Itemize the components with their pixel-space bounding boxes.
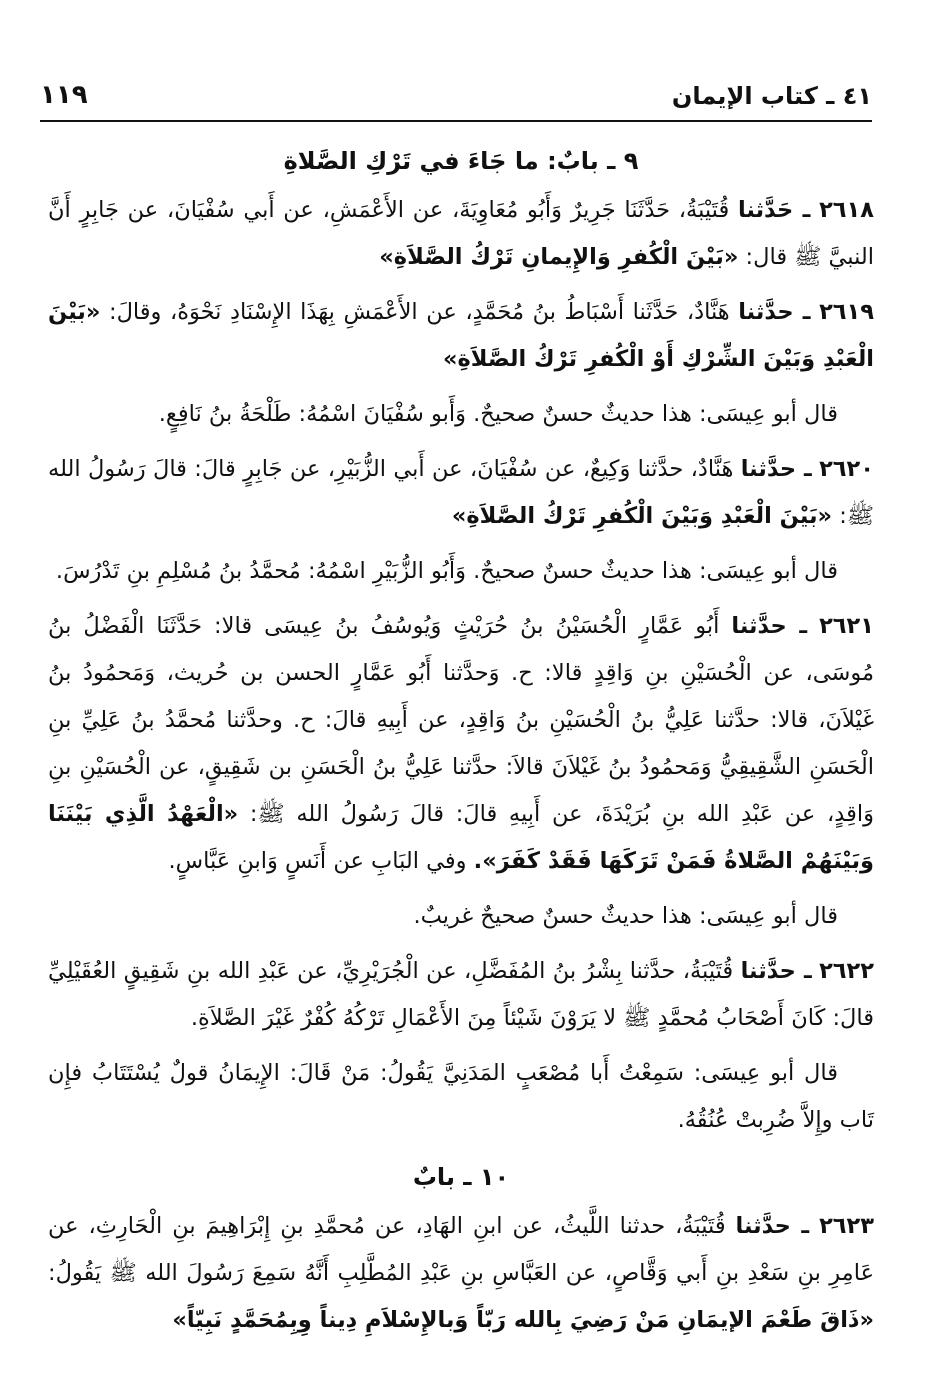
page-header [40,76,872,122]
hadith-number: ٢٦٢١ [819,613,874,639]
section-title: ٩ ـ بابٌ: ما جَاءَ في تَرْكِ الصَّلاةِ [283,147,639,175]
hadith-number: ٢٦١٨ [819,197,875,223]
hadith-quote: «الْعَهْدُ الَّذِي بَيْنَنَا وَبَيْنَهُمْ الصَّلاةُ فَمَنْ تَرَكَهَا فَقَدْ كَفَرَ». [48,801,874,874]
hadith-text: أَبُو عَمَّارٍ الْحُسَيْنُ بنُ حُرَيْثٍ وَيُوسُفُ بنُ عِيسَى قالا: حَدَّثَنَا الْفَضْلُ بنُ مُوسَى، عن الْحُسَيْنِ بنِ وَاقِدٍ قالا: ح. وَحدَّثنا أَبُو عَمَّارٍ الحسن بن حُريث، وَمَحمُودُ بنُ غَيْلاَنَ، قالا: حدَّثنا عَلِيُّ بنُ الْحُسَيْنِ بنُ وَاقِدٍ، عن أَبِيهِ قالَ: ح. وحدَّثنا مُحمَّدُ بنُ عَلِيِّ بنِ الْحَسَنِ الشَّقِيقِيُّ وَمَحمُودُ بنُ غَيْلاَنَ قالاَ: حدَّثنا عَلِيُّ بنُ الْحَسَنِ بن شَقِيقٍ، عن الْحُسَيْنِ بنِ وَاقِدٍ، عن عَبْدِ الله بنِ بُرَيْدَةَ، عن أَبِيهِ قالَ: قالَ رَسُولُ الله ﷺ: [48,613,874,827]
hadith-text: قُتَيْبَةُ، حَدَّثَنَا جَرِيرٌ وَأَبُو مُعَاوِيَةَ، عن الأَعْمَشِ، عن أَبي سُفْيَانَ، عن جَابِرٍ أَنَّ النبيَّ ﷺ قال: [48,197,874,270]
hadith-number: ٢٦١٩ [819,299,874,325]
hadith-paragraph: ٢٦٢٣ ـ حدَّثنا قُتَيْبَةُ، حدثنا اللَّيثُ، عن ابنِ الهَادِ، عن مُحمَّدِ بنِ إِبْرَاهِيمَ بنِ الْحَارِثِ، عن عَامِرِ بنِ سَعْدِ بنِ أَبي وَقَّاصٍ، عن العَبَّاسِ بنِ عَبْدِ المُطَّلِبِ أَنَّهُ سَمِعَ رَسُولَ الله ﷺ يَقُولُ: «ذَاقَ طَعْمَ الإيمَانِ مَنْ رَضِيَ بِالله رَبّاً وَبالإِسْلاَمِ دِيناً وِبِمُحَمَّدٍ نَبِيّاً» [48,1213,875,1333]
hadith-quote: «بَيْنَ الْعَبْدِ وَبَيْنَ الشِّرْكِ أَوْ الْكُفرِ تَرْكُ الصَّلاَةِ» [48,299,874,372]
hadith-lead: حدَّثنا [735,1213,791,1239]
hadith-text: قُتَيْبَةُ، حدَّثنا بِشْرُ بنُ المُفَضَّلِ، عن الْجُرَيْرِيِّ، عن عَبْدِ الله بنِ شَقِيقٍ العُقَيْلِيِّ قالَ: كَانَ أَصْحَابُ مُحمَّدٍ ﷺ لا يَرَوْنَ شَيْئاً مِنَ الأَعْمَالِ تَرْكُهُ كُفْرٌ غَيْرَ الصَّلاَةِ. [48,958,874,1031]
hadith-text: هَنَّادٌ، حَدَّثَنا أَسْبَاطُ بنُ مُحَمَّدٍ، عن الأَعْمَشِ بِهَذَا الإِسْنَادِ نَحْوَهُ، وقالَ: [109,299,730,325]
hadith-number: ٢٦٢٣ [819,1213,875,1239]
hadith-lead: حَدَّثنا [737,197,794,223]
hadith-quote: «بَيْنَ الْكُفرِ وَالإِيمانِ تَرْكُ الصَّلاَةِ» [379,244,739,270]
hadith-number: ٢٦٢٠ [819,456,875,482]
hadith-lead: حدَّثنا [738,299,794,325]
hadith-paragraph: ٢٦١٨ ـ حَدَّثنا قُتَيْبَةُ، حَدَّثَنَا جَرِيرٌ وَأَبُو مُعَاوِيَةَ، عن الأَعْمَشِ، عن أَبي سُفْيَانَ، عن جَابِرٍ أَنَّ النبيَّ ﷺ قال: «بَيْنَ الْكُفرِ وَالإِيمانِ تَرْكُ الصَّلاَةِ» [48,197,875,270]
hadith-quote: «بَيْنَ الْعَبْدِ وَبَيْنَ الْكُفرِ تَرْكُ الصَّلاَةِ» [451,503,833,529]
comment-paragraph: قال أبو عِيسَى: هذا حديثٌ حسنٌ صحيحٌ. وَأَبُو الزُّبَيْرِ اسْمُهُ: مُحمَّدُ بنُ مُسْلِمِ بنِ تَدْرُسَ. [55,558,838,584]
hadith-paragraph: ٢٦٢٠ ـ حدَّثنا هَنَّادٌ، حدَّثنا وَكِيعٌ، عن سُفْيَانَ، عن أَبي الزُّبَيْرِ، عن جَابِرٍ قالَ: قالَ رَسُولُ الله ﷺ: «بَيْنَ الْعَبْدِ وَبَيْنَ الْكُفرِ تَرْكُ الصَّلاَةِ» [48,456,875,529]
hadith-paragraph: ٢٦١٩ ـ حدَّثنا هَنَّادٌ، حَدَّثَنا أَسْبَاطُ بنُ مُحَمَّدٍ، عن الأَعْمَشِ بِهَذَا الإِسْنَادِ نَحْوَهُ، وقالَ: «بَيْنَ الْعَبْدِ وَبَيْنَ الشِّرْكِ أَوْ الْكُفرِ تَرْكُ الصَّلاَةِ» [48,299,874,372]
section-title: ١٠ ـ بابٌ [412,1163,510,1191]
comment-paragraph: قال أبو عِيسَى: هذا حديثٌ حسنٌ صحيحٌ. وَأَبو سُفْيَانَ اسْمُهُ: طَلْحَةُ بنُ نَافِعٍ. [158,401,838,427]
page-content [48,138,874,1352]
page-number: ١١٩ [40,80,88,110]
hadith-text: قُتَيْبَةُ، حدثنا اللَّيثُ، عن ابنِ الهَادِ، عن مُحمَّدِ بنِ إِبْرَاهِيمَ بنِ الْحَارِثِ، عن عَامِرِ بنِ سَعْدِ بنِ أَبي وَقَّاصٍ، عن العَبَّاسِ بنِ عَبْدِ المُطَّلِبِ أَنَّهُ سَمِعَ رَسُولَ الله ﷺ يَقُولُ: [48,1213,874,1286]
hadith-note: وفي البَابِ عن أَنَسٍ وَابنِ عَبَّاسٍ. [168,848,467,874]
hadith-text: هَنَّادٌ، حدَّثنا وَكِيعٌ، عن سُفْيَانَ، عن أَبي الزُّبَيْرِ، عن جَابِرٍ قالَ: قالَ رَسُولُ الله ﷺ: [48,456,874,529]
hadith-quote: «ذَاقَ طَعْمَ الإيمَانِ مَنْ رَضِيَ بِالله رَبّاً وَبالإِسْلاَمِ دِيناً وِبِمُحَمَّدٍ نَبِيّاً» [172,1307,874,1333]
hadith-paragraph: ٢٦٢٢ ـ حدَّثنا قُتَيْبَةُ، حدَّثنا بِشْرُ بنُ المُفَضَّلِ، عن الْجُرَيْرِيِّ، عن عَبْدِ الله بنِ شَقِيقٍ العُقَيْلِيِّ قالَ: كَانَ أَصْحَابُ مُحمَّدٍ ﷺ لا يَرَوْنَ شَيْئاً مِنَ الأَعْمَالِ تَرْكُهُ كُفْرٌ غَيْرَ الصَّلاَةِ. [48,958,874,1031]
hadith-number: ٢٦٢٢ [819,958,874,984]
chapter-title: ٤١ ـ كتاب الإيمان [671,82,872,110]
hadith-lead: حدَّثنا [731,613,787,639]
hadith-paragraph: ٢٦٢١ ـ حدَّثنا أَبُو عَمَّارٍ الْحُسَيْنُ بنُ حُرَيْثٍ وَيُوسُفُ بنُ عِيسَى قالا: حَدَّثَنَا الْفَضْلُ بنُ مُوسَى، عن الْحُسَيْنِ بنِ وَاقِدٍ قالا: ح. وَحدَّثنا أَبُو عَمَّارٍ الحسن بن حُريث، وَمَحمُودُ بنُ غَيْلاَنَ، قالا: حدَّثنا عَلِيُّ بنُ الْحُسَيْنِ بنُ وَاقِدٍ، عن أَبِيهِ قالَ: ح. وحدَّثنا مُحمَّدُ بنُ عَلِيِّ بنِ الْحَسَنِ الشَّقِيقِيُّ وَمَحمُودُ بنُ غَيْلاَنَ قالاَ: حدَّثنا عَلِيُّ بنُ الْحَسَنِ بن شَقِيقٍ، عن الْحُسَيْنِ بنِ وَاقِدٍ، عن عَبْدِ الله بنِ بُرَيْدَةَ، عن أَبِيهِ قالَ: قالَ رَسُولُ الله ﷺ: «الْعَهْدُ الَّذِي بَيْنَنَا وَبَيْنَهُمْ الصَّلاةُ فَمَنْ تَرَكَهَا فَقَدْ كَفَرَ». وفي البَابِ عن أَنَسٍ وَابنِ عَبَّاسٍ. [48,613,874,874]
hadith-lead: حدَّثنا [740,456,797,482]
comment-paragraph: قال أبو عِيسَى: هذا حديثٌ حسنٌ صحيحٌ غريبٌ. [413,903,838,929]
hadith-lead: حدَّثنا [740,958,796,984]
comment-paragraph: قال أبو عِيسَى: سَمِعْتُ أَبا مُصْعَبٍ المَدَنِيَّ يَقُولُ: مَنْ قَالَ: الإِيمَانُ قولٌ يُسْتَتَابُ فإِن تَاب وإِلاَّ ضُرِبتْ عُنُقُهُ. [48,1060,874,1133]
